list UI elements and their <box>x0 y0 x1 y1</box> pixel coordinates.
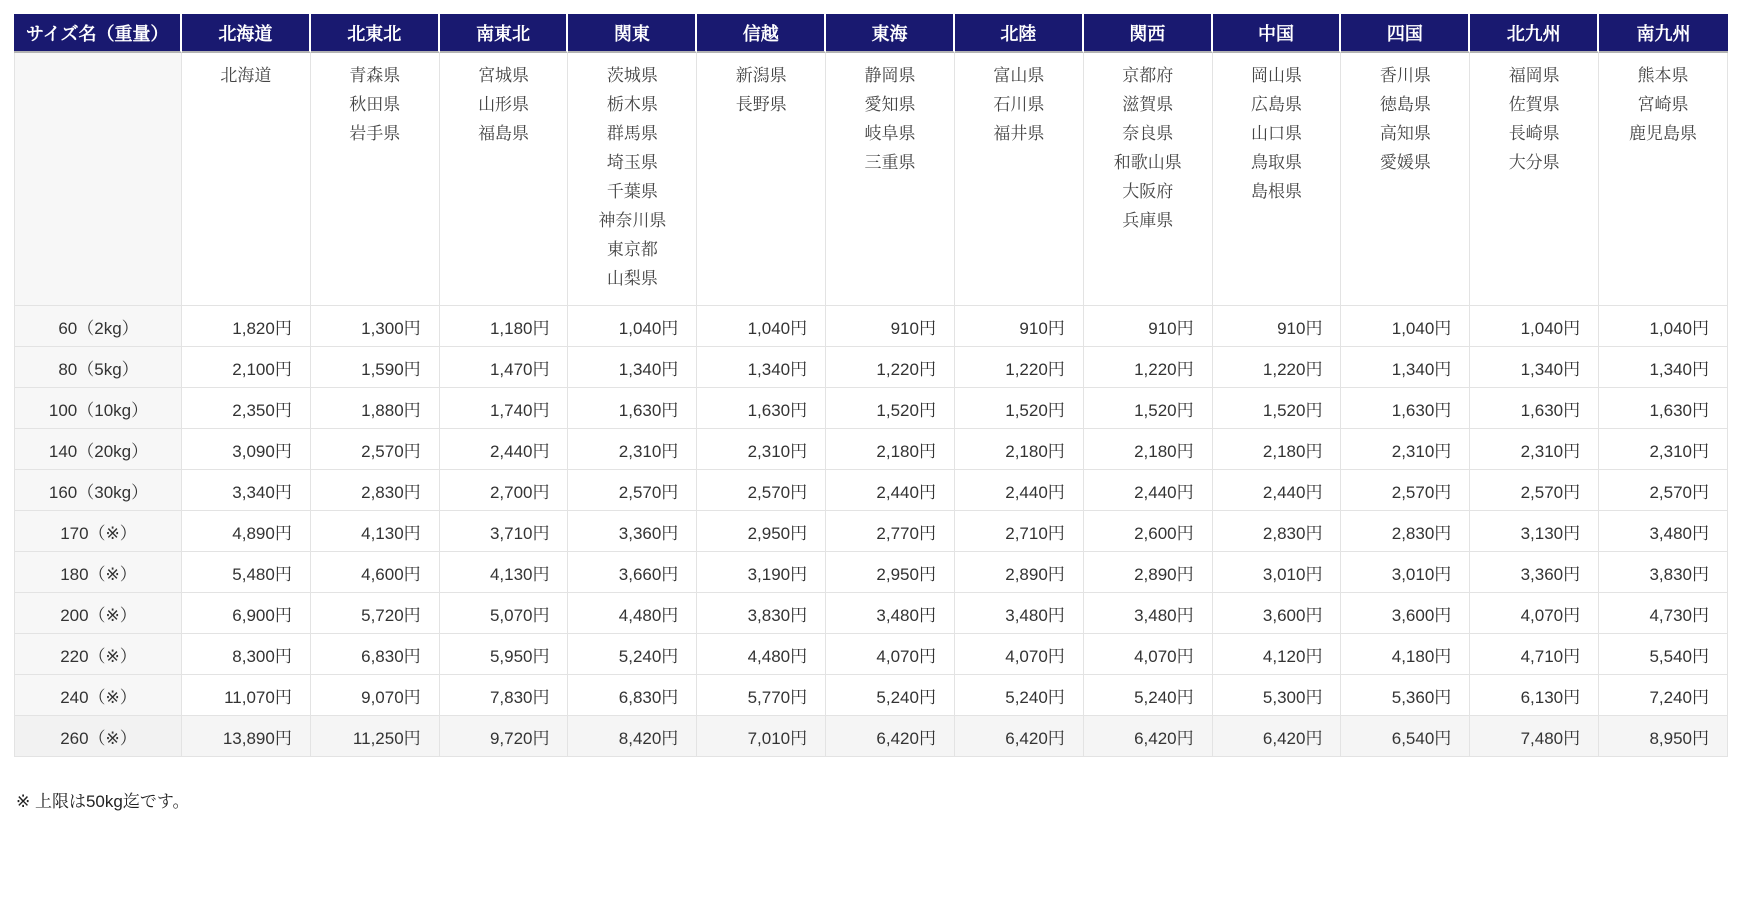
prefecture-name: 兵庫県 <box>1122 211 1174 230</box>
price-cell: 2,310円 <box>1341 429 1470 470</box>
price-cell: 1,520円 <box>955 388 1084 429</box>
prefecture-name: 香川県 <box>1379 66 1431 85</box>
price-cell: 4,890円 <box>182 511 311 552</box>
price-cell: 13,890円 <box>182 716 311 757</box>
prefecture-list-cell <box>182 53 311 306</box>
table-header <box>14 14 1728 53</box>
prefecture-name: 福岡県 <box>1508 66 1560 85</box>
price-cell: 3,480円 <box>826 593 955 634</box>
prefecture-list-cell <box>697 53 826 306</box>
price-cell: 910円 <box>1084 306 1213 347</box>
price-cell: 2,570円 <box>568 470 697 511</box>
region-header-cell: 四国 <box>1341 14 1470 53</box>
price-cell: 5,240円 <box>826 675 955 716</box>
region-header-cell: 中国 <box>1213 14 1342 53</box>
prefecture-name: 富山県 <box>993 66 1045 85</box>
price-cell: 1,630円 <box>568 388 697 429</box>
price-cell: 11,250円 <box>311 716 440 757</box>
prefecture-name: 東京都 <box>606 240 658 259</box>
price-cell: 3,600円 <box>1213 593 1342 634</box>
price-cell: 4,600円 <box>311 552 440 593</box>
prefecture-name: 和歌山県 <box>1113 153 1182 172</box>
price-cell: 1,470円 <box>440 347 569 388</box>
prefecture-name: 宮崎県 <box>1637 95 1689 114</box>
price-cell: 1,630円 <box>1599 388 1728 429</box>
prefecture-name: 山梨県 <box>606 269 658 288</box>
prefecture-name: 島根県 <box>1251 182 1303 201</box>
region-header-cell: 関東 <box>568 14 697 53</box>
price-cell: 2,830円 <box>311 470 440 511</box>
table-body <box>14 53 1728 757</box>
price-cell: 2,830円 <box>1341 511 1470 552</box>
price-cell: 5,720円 <box>311 593 440 634</box>
price-cell: 5,540円 <box>1599 634 1728 675</box>
region-header-cell: 信越 <box>697 14 826 53</box>
prefecture-name: 静岡県 <box>864 66 916 85</box>
prefecture-name: 徳島県 <box>1379 95 1431 114</box>
price-cell: 6,420円 <box>1213 716 1342 757</box>
size-label-cell: 220（※） <box>14 634 182 675</box>
price-cell: 2,440円 <box>440 429 569 470</box>
size-price-row <box>14 675 1728 716</box>
price-cell: 2,950円 <box>826 552 955 593</box>
size-label-cell: 140（20kg） <box>14 429 182 470</box>
price-cell: 6,130円 <box>1470 675 1599 716</box>
size-price-row <box>14 552 1728 593</box>
price-cell: 4,480円 <box>697 634 826 675</box>
prefecture-name: 秋田県 <box>349 95 401 114</box>
price-cell: 6,420円 <box>1084 716 1213 757</box>
prefecture-name: 鹿児島県 <box>1629 124 1698 143</box>
size-column-spacer-cell <box>14 53 182 306</box>
price-cell: 2,710円 <box>955 511 1084 552</box>
price-cell: 11,070円 <box>182 675 311 716</box>
price-cell: 1,630円 <box>697 388 826 429</box>
price-cell: 2,890円 <box>955 552 1084 593</box>
prefecture-list-cell <box>1213 53 1342 306</box>
region-header-cell: 北陸 <box>955 14 1084 53</box>
prefecture-name: 三重県 <box>864 153 916 172</box>
price-cell: 1,300円 <box>311 306 440 347</box>
price-cell: 1,630円 <box>1341 388 1470 429</box>
prefecture-list-cell <box>1470 53 1599 306</box>
price-cell: 3,480円 <box>1599 511 1728 552</box>
price-cell: 6,420円 <box>955 716 1084 757</box>
price-cell: 2,770円 <box>826 511 955 552</box>
price-cell: 2,180円 <box>1213 429 1342 470</box>
price-cell: 3,480円 <box>1084 593 1213 634</box>
price-cell: 3,480円 <box>955 593 1084 634</box>
price-cell: 5,070円 <box>440 593 569 634</box>
price-cell: 1,590円 <box>311 347 440 388</box>
price-cell: 910円 <box>955 306 1084 347</box>
region-header-cell: 南東北 <box>440 14 569 53</box>
price-cell: 1,220円 <box>1213 347 1342 388</box>
price-cell: 5,300円 <box>1213 675 1342 716</box>
size-price-row <box>14 306 1728 347</box>
prefecture-list-cell <box>1599 53 1728 306</box>
prefecture-name: 石川県 <box>993 95 1045 114</box>
price-cell: 1,040円 <box>1341 306 1470 347</box>
prefecture-name: 大阪府 <box>1122 182 1174 201</box>
price-cell: 8,950円 <box>1599 716 1728 757</box>
price-cell: 2,310円 <box>697 429 826 470</box>
price-cell: 1,520円 <box>1084 388 1213 429</box>
prefecture-name: 大分県 <box>1508 153 1560 172</box>
price-cell: 3,600円 <box>1341 593 1470 634</box>
price-cell: 2,600円 <box>1084 511 1213 552</box>
price-cell: 7,480円 <box>1470 716 1599 757</box>
price-cell: 2,180円 <box>955 429 1084 470</box>
price-cell: 1,340円 <box>1470 347 1599 388</box>
prefecture-name: 栃木県 <box>606 95 658 114</box>
price-cell: 1,040円 <box>1599 306 1728 347</box>
price-cell: 3,010円 <box>1341 552 1470 593</box>
price-cell: 4,180円 <box>1341 634 1470 675</box>
price-cell: 3,090円 <box>182 429 311 470</box>
price-cell: 1,520円 <box>826 388 955 429</box>
price-cell: 6,830円 <box>311 634 440 675</box>
size-label-cell: 60（2kg） <box>14 306 182 347</box>
prefecture-name: 新潟県 <box>735 66 787 85</box>
price-cell: 1,740円 <box>440 388 569 429</box>
price-cell: 2,180円 <box>1084 429 1213 470</box>
prefecture-name: 愛知県 <box>864 95 916 114</box>
price-cell: 5,240円 <box>1084 675 1213 716</box>
weight-limit-note: ※ 上限は50kg迄です。 <box>16 792 190 811</box>
price-cell: 6,830円 <box>568 675 697 716</box>
size-label-cell: 180（※） <box>14 552 182 593</box>
price-cell: 6,420円 <box>826 716 955 757</box>
region-header-cell: 北九州 <box>1470 14 1599 53</box>
price-cell: 4,710円 <box>1470 634 1599 675</box>
price-cell: 2,700円 <box>440 470 569 511</box>
price-cell: 3,710円 <box>440 511 569 552</box>
price-cell: 4,070円 <box>826 634 955 675</box>
prefecture-list-cell <box>955 53 1084 306</box>
size-price-row <box>14 716 1728 757</box>
price-cell: 2,570円 <box>311 429 440 470</box>
prefecture-list-cell <box>1084 53 1213 306</box>
price-cell: 6,900円 <box>182 593 311 634</box>
prefecture-name: 岡山県 <box>1251 66 1303 85</box>
prefecture-name: 山口県 <box>1251 124 1303 143</box>
shipping-rate-table <box>14 14 1728 757</box>
prefecture-name: 千葉県 <box>606 182 658 201</box>
size-label-cell: 240（※） <box>14 675 182 716</box>
prefecture-name: 青森県 <box>349 66 401 85</box>
size-label-cell: 200（※） <box>14 593 182 634</box>
size-price-row <box>14 388 1728 429</box>
prefecture-name: 長崎県 <box>1508 124 1560 143</box>
price-cell: 1,630円 <box>1470 388 1599 429</box>
price-cell: 1,040円 <box>1470 306 1599 347</box>
price-cell: 1,880円 <box>311 388 440 429</box>
price-cell: 1,340円 <box>1341 347 1470 388</box>
price-cell: 5,240円 <box>955 675 1084 716</box>
size-label-cell: 80（5kg） <box>14 347 182 388</box>
price-cell: 2,350円 <box>182 388 311 429</box>
size-label-cell: 160（30kg） <box>14 470 182 511</box>
prefecture-list-cell <box>311 53 440 306</box>
price-cell: 3,340円 <box>182 470 311 511</box>
price-cell: 5,360円 <box>1341 675 1470 716</box>
region-header-cell: 北東北 <box>311 14 440 53</box>
price-cell: 9,720円 <box>440 716 569 757</box>
size-label-cell: 100（10kg） <box>14 388 182 429</box>
price-cell: 3,190円 <box>697 552 826 593</box>
prefecture-name: 鳥取県 <box>1251 153 1303 172</box>
price-cell: 1,820円 <box>182 306 311 347</box>
price-cell: 2,440円 <box>826 470 955 511</box>
price-cell: 2,310円 <box>1599 429 1728 470</box>
prefecture-list-cell <box>568 53 697 306</box>
price-cell: 5,950円 <box>440 634 569 675</box>
size-price-row <box>14 511 1728 552</box>
price-cell: 2,310円 <box>568 429 697 470</box>
header-row <box>14 14 1728 53</box>
price-cell: 7,830円 <box>440 675 569 716</box>
prefecture-name: 長野県 <box>735 95 787 114</box>
price-cell: 3,130円 <box>1470 511 1599 552</box>
size-price-row <box>14 470 1728 511</box>
price-cell: 1,340円 <box>568 347 697 388</box>
size-weight-header-cell: サイズ名（重量） <box>14 14 182 53</box>
prefecture-name: 高知県 <box>1379 124 1431 143</box>
size-price-row <box>14 634 1728 675</box>
prefecture-row <box>14 53 1728 306</box>
region-header-cell: 関西 <box>1084 14 1213 53</box>
prefecture-name: 神奈川県 <box>598 211 667 230</box>
price-cell: 2,440円 <box>1213 470 1342 511</box>
size-price-row <box>14 347 1728 388</box>
prefecture-name: 愛媛県 <box>1379 153 1431 172</box>
price-cell: 4,070円 <box>1470 593 1599 634</box>
price-cell: 2,830円 <box>1213 511 1342 552</box>
price-cell: 910円 <box>826 306 955 347</box>
price-cell: 5,770円 <box>697 675 826 716</box>
prefecture-name: 岩手県 <box>349 124 401 143</box>
prefecture-name: 宮城県 <box>478 66 530 85</box>
price-cell: 2,570円 <box>1470 470 1599 511</box>
prefecture-name: 福島県 <box>478 124 530 143</box>
price-cell: 3,830円 <box>1599 552 1728 593</box>
prefecture-name: 北海道 <box>220 66 272 85</box>
prefecture-name: 佐賀県 <box>1508 95 1560 114</box>
price-cell: 1,180円 <box>440 306 569 347</box>
price-cell: 3,360円 <box>1470 552 1599 593</box>
size-price-row <box>14 429 1728 470</box>
price-cell: 4,070円 <box>1084 634 1213 675</box>
prefecture-name: 山形県 <box>478 95 530 114</box>
region-header-cell: 北海道 <box>182 14 311 53</box>
price-cell: 4,070円 <box>955 634 1084 675</box>
price-cell: 2,570円 <box>1599 470 1728 511</box>
price-cell: 2,180円 <box>826 429 955 470</box>
price-cell: 2,950円 <box>697 511 826 552</box>
price-cell: 910円 <box>1213 306 1342 347</box>
price-cell: 5,240円 <box>568 634 697 675</box>
price-cell: 1,220円 <box>1084 347 1213 388</box>
price-cell: 3,830円 <box>697 593 826 634</box>
price-cell: 1,520円 <box>1213 388 1342 429</box>
price-cell: 9,070円 <box>311 675 440 716</box>
region-header-cell: 東海 <box>826 14 955 53</box>
prefecture-name: 滋賀県 <box>1122 95 1174 114</box>
size-label-cell: 170（※） <box>14 511 182 552</box>
price-cell: 2,440円 <box>955 470 1084 511</box>
price-cell: 2,890円 <box>1084 552 1213 593</box>
prefecture-name: 岐阜県 <box>864 124 916 143</box>
price-cell: 8,300円 <box>182 634 311 675</box>
prefecture-name: 京都府 <box>1122 66 1174 85</box>
prefecture-name: 埼玉県 <box>606 153 658 172</box>
price-cell: 7,240円 <box>1599 675 1728 716</box>
price-cell: 3,660円 <box>568 552 697 593</box>
price-cell: 4,130円 <box>311 511 440 552</box>
price-cell: 2,310円 <box>1470 429 1599 470</box>
price-cell: 4,730円 <box>1599 593 1728 634</box>
price-cell: 4,120円 <box>1213 634 1342 675</box>
prefecture-name: 奈良県 <box>1122 124 1174 143</box>
price-cell: 1,040円 <box>568 306 697 347</box>
prefecture-name: 群馬県 <box>606 124 658 143</box>
price-cell: 6,540円 <box>1341 716 1470 757</box>
prefecture-name: 福井県 <box>993 124 1045 143</box>
price-cell: 4,480円 <box>568 593 697 634</box>
size-price-row <box>14 593 1728 634</box>
prefecture-list-cell <box>1341 53 1470 306</box>
price-cell: 1,340円 <box>697 347 826 388</box>
price-cell: 8,420円 <box>568 716 697 757</box>
price-cell: 1,340円 <box>1599 347 1728 388</box>
price-cell: 3,360円 <box>568 511 697 552</box>
region-header-cell: 南九州 <box>1599 14 1728 53</box>
prefecture-list-cell <box>440 53 569 306</box>
price-cell: 5,480円 <box>182 552 311 593</box>
prefecture-name: 広島県 <box>1251 95 1303 114</box>
prefecture-name: 茨城県 <box>606 66 658 85</box>
price-cell: 4,130円 <box>440 552 569 593</box>
size-label-cell: 260（※） <box>14 716 182 757</box>
price-cell: 2,440円 <box>1084 470 1213 511</box>
price-cell: 2,100円 <box>182 347 311 388</box>
price-cell: 3,010円 <box>1213 552 1342 593</box>
price-cell: 2,570円 <box>697 470 826 511</box>
price-cell: 7,010円 <box>697 716 826 757</box>
prefecture-name: 熊本県 <box>1637 66 1689 85</box>
prefecture-list-cell <box>826 53 955 306</box>
price-cell: 1,220円 <box>826 347 955 388</box>
price-cell: 1,040円 <box>697 306 826 347</box>
price-cell: 1,220円 <box>955 347 1084 388</box>
price-cell: 2,570円 <box>1341 470 1470 511</box>
